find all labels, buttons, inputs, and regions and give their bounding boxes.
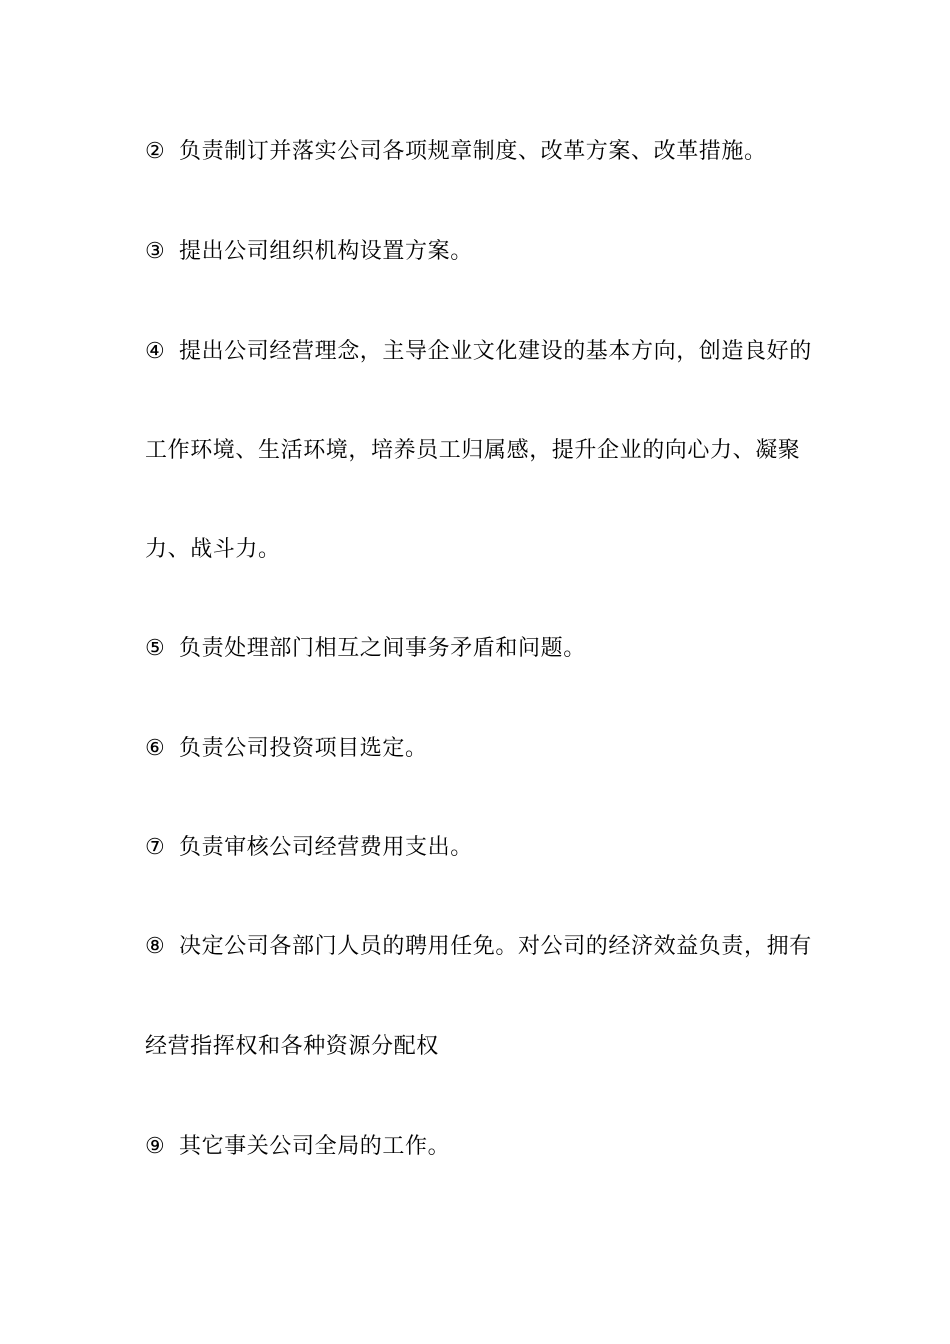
list-item-8 — [145, 933, 815, 961]
list-item-4-continuation-1: 工作环境、生活环境，培养员工归属感，提升企业的向心力、凝聚 — [145, 438, 801, 463]
item-text: 负责公司投资项目选定。 — [179, 736, 428, 761]
item-text: 提出公司经营理念，主导企业文化建设的基本方向，创造良好的 — [179, 339, 812, 364]
list-item-3 — [145, 238, 815, 266]
item-marker: ⑤ — [145, 636, 166, 661]
item-text: 决定公司各部门人员的聘用任免。对公司的经济效益负责，拥有 — [179, 934, 812, 959]
item-text: 负责审核公司经营费用支出。 — [179, 835, 473, 860]
list-item-4-continuation-2: 力、战斗力。 — [145, 537, 281, 562]
list-item-2 — [145, 138, 815, 166]
list-item-7 — [145, 834, 815, 862]
item-marker: ⑥ — [145, 736, 166, 761]
list-item-5 — [145, 635, 815, 663]
item-text: 其它事关公司全局的工作。 — [179, 1134, 451, 1159]
list-item-4 — [145, 338, 815, 366]
item-text: 提出公司组织机构设置方案。 — [179, 239, 473, 264]
list-item-8-continuation: 经营指挥权和各种资源分配权 — [145, 1034, 439, 1059]
list-item-9 — [145, 1133, 815, 1161]
item-marker: ⑨ — [145, 1134, 166, 1159]
item-text: 负责制订并落实公司各项规章制度、改革方案、改革措施。 — [179, 139, 767, 164]
list-item-6 — [145, 735, 815, 763]
item-marker: ③ — [145, 239, 166, 264]
item-marker: ② — [145, 139, 166, 164]
item-text: 负责处理部门相互之间事务矛盾和问题。 — [179, 636, 586, 661]
item-marker: ⑦ — [145, 835, 166, 860]
item-marker: ⑧ — [145, 934, 166, 959]
item-marker: ④ — [145, 339, 166, 364]
